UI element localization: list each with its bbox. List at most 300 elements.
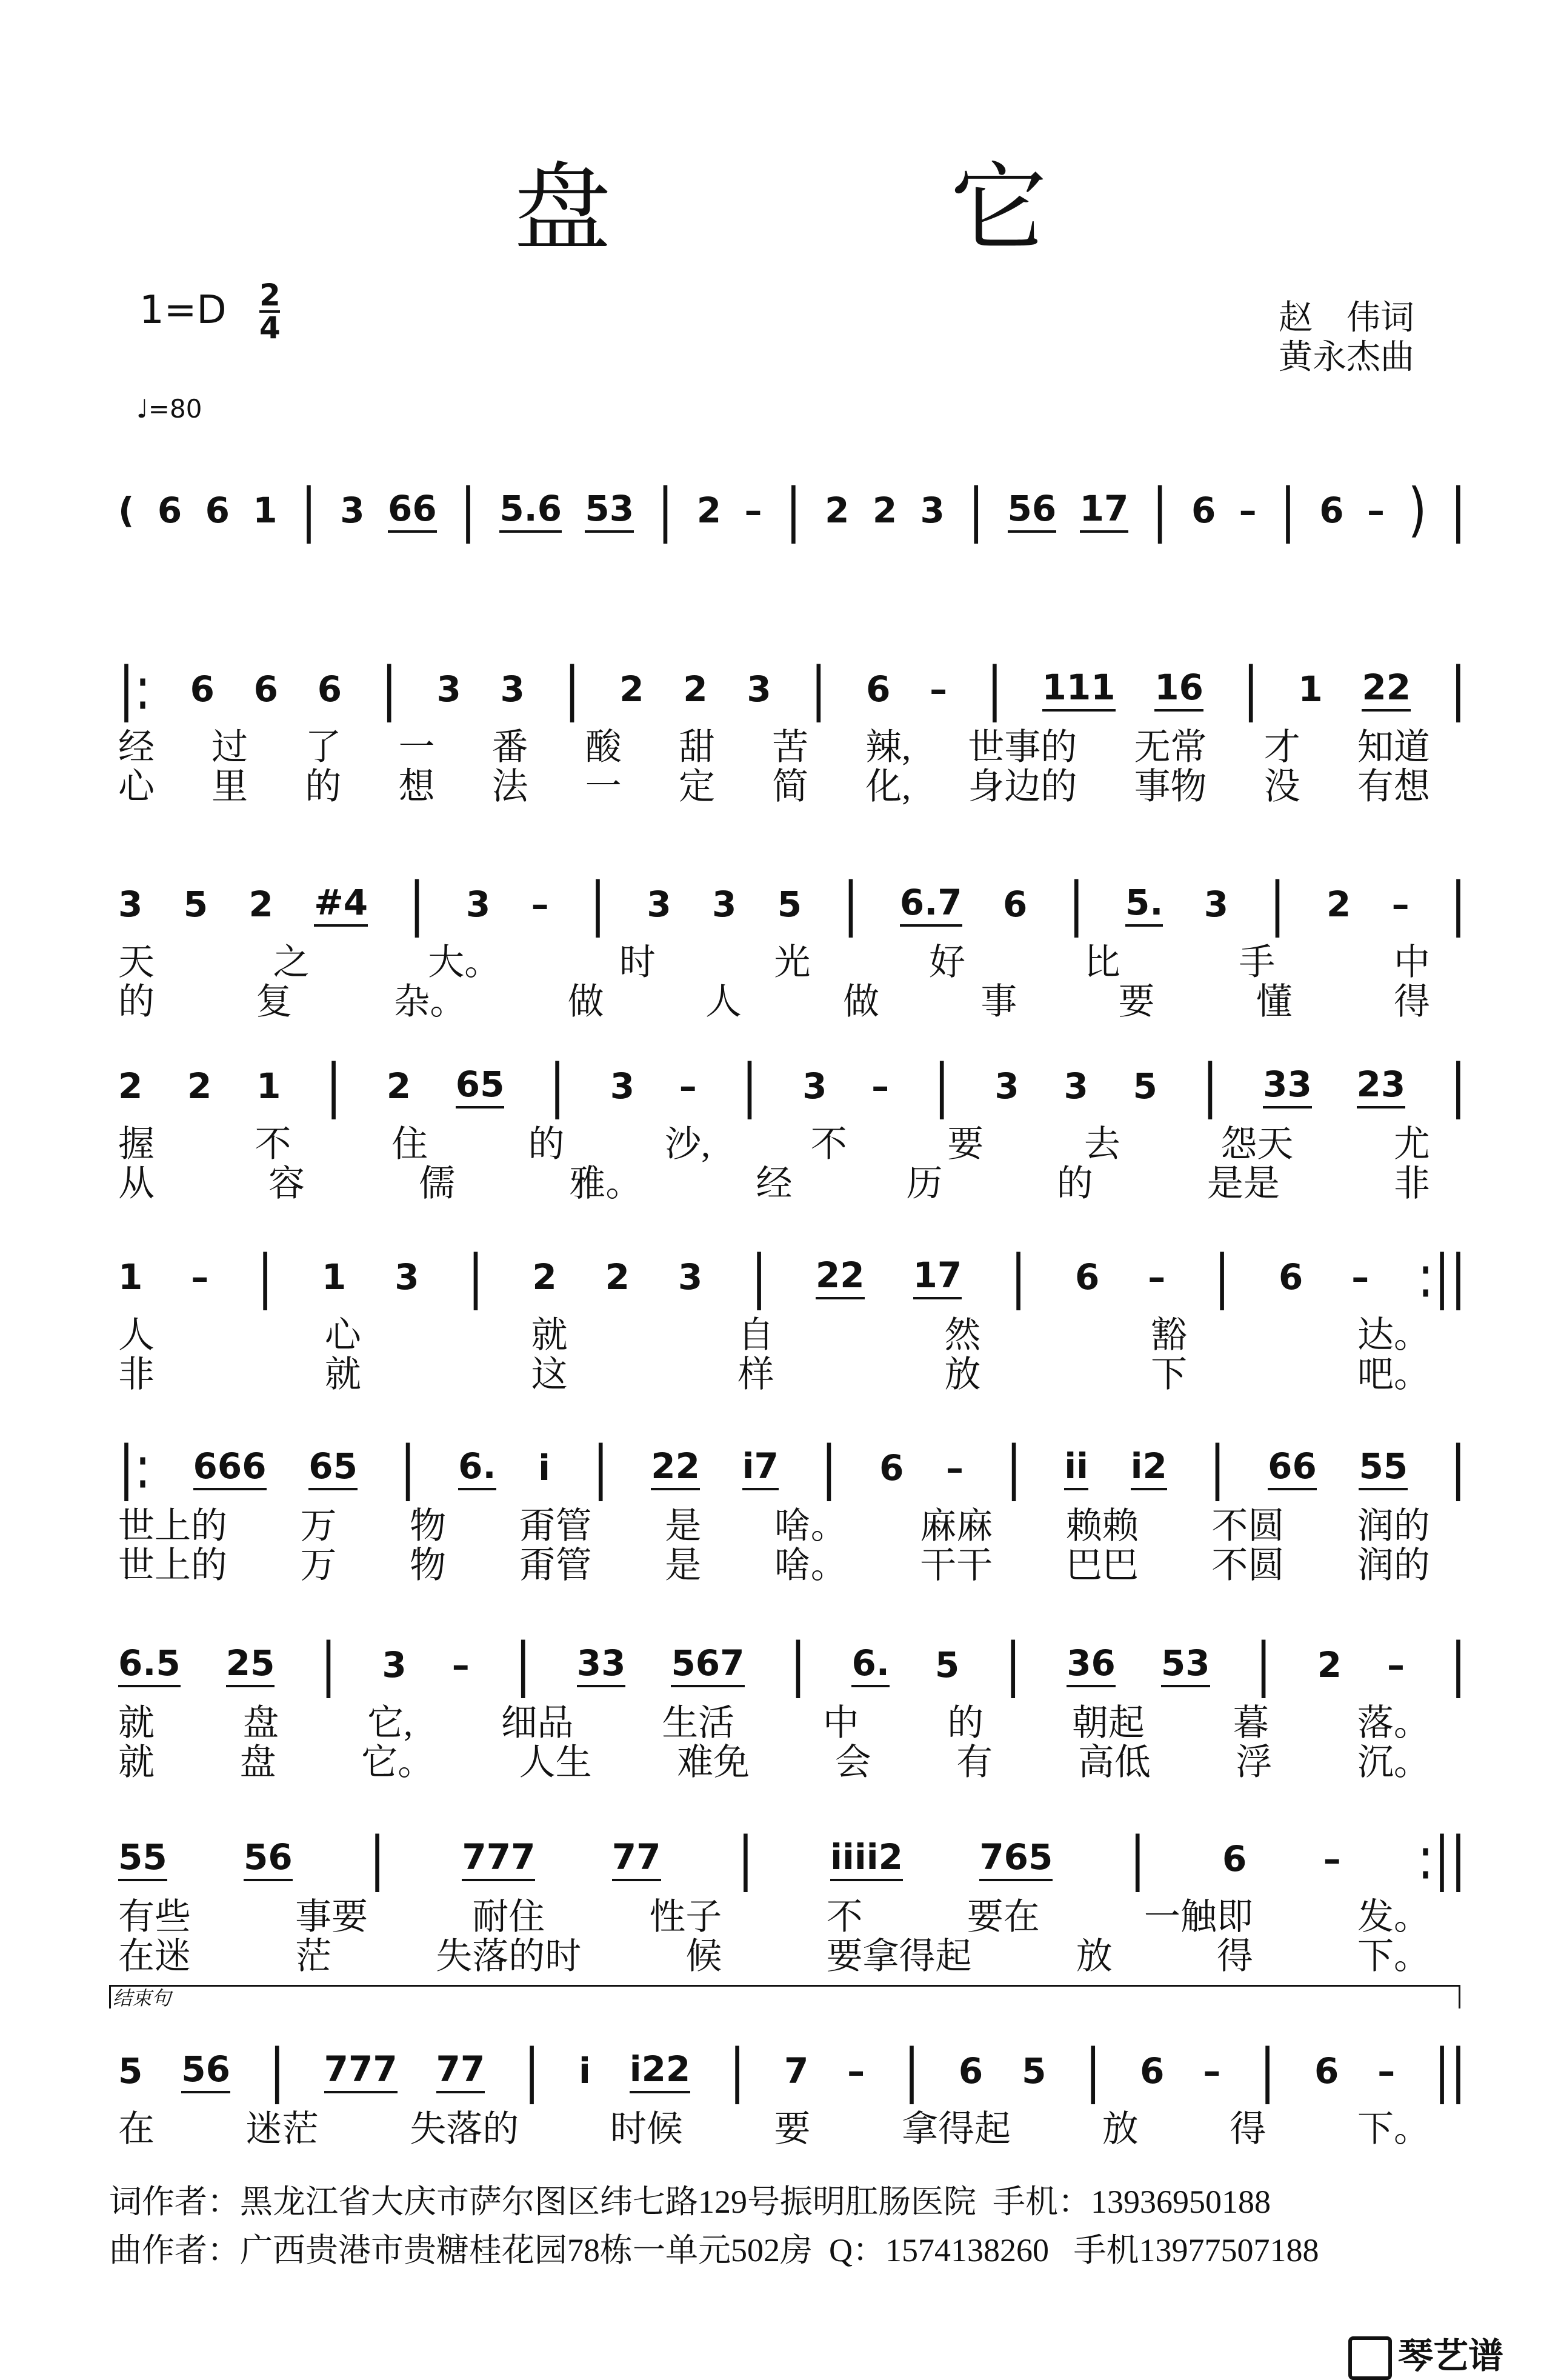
note-group: – <box>946 1447 964 1488</box>
lyric-word: 就 <box>118 1742 155 1782</box>
note-group: 22 <box>1362 667 1411 712</box>
notation-row <box>118 476 1466 544</box>
lyric-word: 麻麻 <box>920 1506 993 1546</box>
lyricist-info: 词作者：黑龙江省大庆市萨尔图区纬七路129号振明肛肠医院 手机：13936950188 <box>109 2184 1271 2220</box>
note-group: 3 <box>436 668 461 710</box>
lyric-word: 候 <box>685 1936 722 1976</box>
lyric-word: 就 <box>118 1703 155 1743</box>
note-group: 6 <box>1002 883 1028 925</box>
note-group: 22 <box>816 1255 865 1299</box>
lyric-word: 事 <box>980 982 1017 1022</box>
barline: | <box>1450 1630 1466 1699</box>
note-group: 65 <box>308 1445 358 1490</box>
note-group: 66 <box>1268 1445 1317 1490</box>
note-group: 25 <box>226 1642 275 1687</box>
barline: | <box>268 2036 285 2105</box>
lyric-word: 时 <box>619 942 656 982</box>
lyric-row <box>118 1345 1430 1398</box>
notation-row <box>118 1824 1466 1893</box>
lyric-row <box>118 2100 1430 2152</box>
barline: | <box>1450 870 1466 938</box>
lyric-word: 要 <box>1118 982 1155 1022</box>
note-group: 5. <box>1125 882 1163 927</box>
ending-bracket <box>109 1985 1460 2008</box>
barline: :|| <box>1417 1824 1466 1893</box>
note-group: – <box>1367 489 1385 531</box>
lyric-word: 万 <box>300 1545 337 1585</box>
lyric-word: 在迷 <box>118 1936 191 1976</box>
lyric-word: 豁 <box>1151 1315 1188 1355</box>
note-group: 53 <box>585 488 634 533</box>
barline: :|| <box>1417 1242 1466 1311</box>
note-group: 3 <box>712 883 737 925</box>
lyric-word: 落。 <box>1357 1703 1430 1743</box>
note-group: 5 <box>183 883 208 925</box>
barline: | <box>408 870 425 938</box>
note-group: 1 <box>321 1256 347 1298</box>
note-group: 2 <box>187 1065 212 1107</box>
note-group: 56 <box>1008 488 1057 533</box>
note-group: – <box>1391 883 1410 925</box>
note-group: 2 <box>696 489 722 531</box>
note-group: 2 <box>605 1256 630 1298</box>
lyric-word: 做 <box>567 982 604 1022</box>
lyric-word: 啥。 <box>774 1545 847 1585</box>
note-group: – <box>1203 2050 1221 2092</box>
lyric-word: 的 <box>1056 1164 1093 1204</box>
barline: | <box>399 1433 416 1502</box>
lyric-word: 经 <box>756 1164 793 1204</box>
time-signature-bottom: 4 <box>259 310 281 345</box>
lyric-word: 浮 <box>1236 1742 1273 1782</box>
lyric-word: 不圆 <box>1211 1545 1285 1585</box>
lyric-word: 有 <box>956 1742 993 1782</box>
note-group: ii <box>1064 1445 1088 1490</box>
barline: | <box>1005 1630 1022 1699</box>
lyric-word: 下。 <box>1357 1936 1430 1976</box>
lyric-word: 杂。 <box>393 982 467 1022</box>
lyric-row <box>118 1155 1430 1207</box>
lyric-word: 经 <box>118 727 155 767</box>
lyric-word: 要 <box>947 1124 984 1164</box>
note-group: 3 <box>1063 1065 1088 1107</box>
lyric-word: 的 <box>305 767 342 807</box>
lyric-word: 光 <box>774 942 811 982</box>
barline: | <box>741 1052 758 1120</box>
note-group: 33 <box>1263 1064 1312 1108</box>
note-group: 3 <box>118 883 143 925</box>
barline: | <box>514 1630 531 1699</box>
time-signature <box>259 280 281 343</box>
lyric-word: 是是 <box>1207 1164 1280 1204</box>
note-group: 2 <box>1326 883 1351 925</box>
note-group: 3 <box>500 668 525 710</box>
barline: | <box>1214 1242 1231 1311</box>
note-group: 3 <box>394 1256 419 1298</box>
note-group: 6 <box>1191 489 1216 531</box>
lyric-word: 就 <box>324 1355 361 1395</box>
lyric-word: 辣, <box>865 727 911 767</box>
barline: |: <box>118 1433 151 1502</box>
lyric-word: 得 <box>1393 982 1430 1022</box>
lyric-word: 迷茫 <box>245 2109 319 2149</box>
lyric-word: 难免 <box>677 1742 750 1782</box>
barline: | <box>1202 1052 1219 1120</box>
lyric-word: 事物 <box>1134 767 1207 807</box>
lyric-word: 的 <box>118 982 155 1022</box>
note-group: 3 <box>802 1065 827 1107</box>
lyric-word: 心 <box>118 767 155 807</box>
lyric-word: 要在 <box>967 1897 1040 1937</box>
lyric-word: 放 <box>944 1355 981 1395</box>
lyric-word: 这 <box>531 1355 568 1395</box>
note-group: 777 <box>462 1836 535 1881</box>
note-group: 6 <box>157 489 182 531</box>
lyric-word: 性子 <box>649 1897 722 1937</box>
note-group: i2 <box>1131 1445 1167 1490</box>
lyricist-credit: 赵 伟词 <box>1279 298 1414 338</box>
lyric-word: 高低 <box>1077 1742 1151 1782</box>
lyric-word: 吧。 <box>1357 1355 1430 1395</box>
note-group: – <box>191 1256 209 1298</box>
note-group: 777 <box>324 2048 398 2093</box>
note-group: 1 <box>256 1065 281 1107</box>
ending-label: 结束句 <box>113 1987 171 2009</box>
note-group: 6. <box>458 1445 496 1490</box>
lyric-word: 失落的 <box>410 2109 519 2149</box>
note-group: 3 <box>610 1065 635 1107</box>
lyric-word: 想 <box>398 767 435 807</box>
lyric-word: 历 <box>906 1164 943 1204</box>
note-group: 77 <box>436 2048 485 2093</box>
lyric-word: 沉。 <box>1357 1742 1430 1782</box>
note-group: 6.7 <box>900 882 962 927</box>
barline: || <box>1434 2036 1466 2105</box>
notation-row <box>118 1433 1466 1502</box>
note-group: 6 <box>253 668 279 710</box>
barline: | <box>933 1052 950 1120</box>
barline: | <box>1450 655 1466 723</box>
lyric-word: 盘 <box>239 1742 276 1782</box>
barline: | <box>467 1242 484 1311</box>
lyric-word: 会 <box>834 1742 871 1782</box>
note-group: 3 <box>920 489 945 531</box>
lyric-word: 甜 <box>678 727 715 767</box>
barline: | <box>1129 1824 1146 1893</box>
lyric-word: 茫 <box>295 1936 332 1976</box>
lyric-word: 比 <box>1083 942 1120 982</box>
barline: | <box>820 1433 837 1502</box>
barline: | <box>1259 2036 1276 2105</box>
lyric-word: 非 <box>118 1355 155 1395</box>
lyric-word: 儒 <box>419 1164 456 1204</box>
barline: | <box>369 1824 386 1893</box>
lyric-word: 之 <box>273 942 310 982</box>
lyric-word: 人 <box>705 982 742 1022</box>
barline: | <box>810 655 827 723</box>
lyric-word: 过 <box>211 727 248 767</box>
lyric-word: 住 <box>391 1124 428 1164</box>
note-group: 3 <box>340 489 365 531</box>
lyric-word: 才 <box>1263 727 1300 767</box>
composer-info: 曲作者：广西贵港市贵糖桂花园78栋一单元502房 Q：1574138260 手机13977507188 <box>109 2232 1319 2268</box>
lyric-word: 懂 <box>1256 982 1293 1022</box>
note-group: 2 <box>872 489 897 531</box>
barline: |: <box>118 655 151 723</box>
note-group: – <box>1239 489 1257 531</box>
barline: | <box>968 476 985 544</box>
note-group: i <box>538 1447 551 1488</box>
lyric-word: 润的 <box>1357 1506 1430 1546</box>
note-group: 5 <box>1133 1065 1157 1107</box>
barline: | <box>751 1242 768 1311</box>
note-group: 2 <box>1317 1644 1342 1685</box>
notation-row <box>118 1630 1466 1699</box>
lyric-word: 没 <box>1263 767 1300 807</box>
note-group: 666 <box>193 1445 267 1490</box>
lyric-word: 握 <box>118 1124 155 1164</box>
lyric-word: 中 <box>822 1703 859 1743</box>
lyric-word: 失落的时 <box>436 1936 582 1976</box>
lyric-word: 的 <box>947 1703 984 1743</box>
lyric-word: 世事的 <box>968 727 1077 767</box>
lyric-row <box>118 973 1430 1025</box>
note-group: 65 <box>456 1064 505 1108</box>
page-title: 盘 它 <box>513 155 1205 263</box>
note-group: i <box>578 2050 591 2092</box>
note-group: 77 <box>612 1836 661 1881</box>
barline: | <box>1242 655 1259 723</box>
note-group: – <box>1377 2050 1396 2092</box>
lyric-word: 万 <box>300 1506 337 1546</box>
lyric-word: 了 <box>305 727 342 767</box>
lyric-word: 人 <box>118 1315 155 1355</box>
lyric-word: 酸 <box>585 727 622 767</box>
note-group: – <box>930 668 948 710</box>
note-group: 23 <box>1357 1064 1406 1108</box>
logo-icon <box>1348 2336 1392 2380</box>
note-group: 567 <box>671 1642 744 1687</box>
note-group: 16 <box>1154 667 1203 712</box>
lyric-word: 苦 <box>772 727 809 767</box>
note-group: 6 <box>1278 1256 1303 1298</box>
lyric-word: 不圆 <box>1211 1506 1285 1546</box>
note-group: 3 <box>382 1644 407 1685</box>
lyric-word: 一 <box>585 767 622 807</box>
barline: | <box>1269 870 1286 938</box>
note-group: – <box>871 1065 890 1107</box>
lyric-word: 自 <box>737 1315 774 1355</box>
lyric-word: 无常 <box>1134 727 1207 767</box>
note-group: 6 <box>1074 1256 1100 1298</box>
lyric-word: 生活 <box>662 1703 735 1743</box>
note-group: 1 <box>118 1256 143 1298</box>
barline: | <box>1151 476 1168 544</box>
time-signature-top: 2 <box>259 278 281 313</box>
lyric-word: 定 <box>678 767 715 807</box>
note-group: ( <box>118 489 135 531</box>
lyric-word: 达。 <box>1357 1315 1430 1355</box>
barline: | <box>1450 1433 1466 1502</box>
lyric-word: 朝起 <box>1071 1703 1145 1743</box>
lyric-word: 暮 <box>1233 1703 1270 1743</box>
note-group: 7 <box>784 2050 809 2092</box>
lyric-word: 润的 <box>1357 1545 1430 1585</box>
lyric-word: 物 <box>410 1545 447 1585</box>
lyric-word: 发。 <box>1357 1897 1430 1937</box>
lyric-word: 物 <box>410 1506 447 1546</box>
barline: | <box>524 2036 541 2105</box>
note-group: 5.6 <box>499 488 562 533</box>
note-group: 5 <box>777 883 802 925</box>
lyric-word: 世上的 <box>118 1545 227 1585</box>
barline: ) <box>1408 476 1427 544</box>
notation-row <box>118 870 1466 938</box>
barline: | <box>1085 2036 1102 2105</box>
lyric-word: 人生 <box>519 1742 592 1782</box>
barline: | <box>904 2036 920 2105</box>
lyric-word: 一触即 <box>1143 1897 1253 1937</box>
lyric-word: 怨天 <box>1220 1124 1294 1164</box>
lyric-word: 不 <box>810 1124 847 1164</box>
note-group: 6 <box>205 489 230 531</box>
note-group: 2 <box>248 883 273 925</box>
lyric-word: 在 <box>118 2109 155 2149</box>
note-group: – <box>1351 1256 1370 1298</box>
lyric-word: 大。 <box>428 942 501 982</box>
lyric-word: 的 <box>528 1124 565 1164</box>
lyric-word: 有想 <box>1357 767 1430 807</box>
note-group: 2 <box>683 668 708 710</box>
note-group: 5 <box>934 1644 960 1685</box>
note-group: 6 <box>190 668 215 710</box>
note-group: 6 <box>1140 2050 1165 2092</box>
barline: | <box>842 870 859 938</box>
note-group: 6 <box>1222 1838 1247 1879</box>
note-group: 6 <box>1319 489 1344 531</box>
barline: | <box>564 655 581 723</box>
note-group: – <box>744 489 762 531</box>
note-group: – <box>679 1065 697 1107</box>
barline: | <box>737 1824 754 1893</box>
lyric-word: 不 <box>826 1897 863 1937</box>
note-group: 2 <box>532 1256 557 1298</box>
note-group: – <box>531 883 549 925</box>
lyric-word: 雅。 <box>569 1164 642 1204</box>
lyric-word: 巴巴 <box>1065 1545 1139 1585</box>
note-group: 6 <box>1314 2050 1339 2092</box>
note-group: 765 <box>979 1836 1053 1881</box>
lyric-word: 盘 <box>242 1703 279 1743</box>
note-group: 6 <box>317 668 342 710</box>
barline: | <box>1255 1630 1272 1699</box>
note-group: 6. <box>851 1642 889 1687</box>
lyric-word: 得 <box>1216 1936 1253 1976</box>
lyric-word: 下。 <box>1357 2109 1430 2149</box>
barline: | <box>320 1630 337 1699</box>
composer-credit: 黄永杰曲 <box>1279 338 1414 377</box>
note-group: 3 <box>647 883 671 925</box>
barline: | <box>986 655 1003 723</box>
barline: | <box>300 476 317 544</box>
barline: | <box>1450 1052 1466 1120</box>
note-group: 36 <box>1067 1642 1116 1687</box>
note-group: 33 <box>577 1642 626 1687</box>
note-group: 56 <box>244 1836 293 1881</box>
watermark-logo <box>1348 2327 1503 2380</box>
notation-row <box>118 1242 1466 1311</box>
lyric-word: 化, <box>865 767 911 807</box>
lyric-word: 心 <box>324 1315 361 1355</box>
lyric-word: 天 <box>118 942 155 982</box>
lyric-word: 赖赖 <box>1065 1506 1139 1546</box>
lyric-word: 放 <box>1102 2109 1139 2149</box>
lyric-word: 是 <box>665 1545 702 1585</box>
lyric-word: 干干 <box>920 1545 993 1585</box>
barline: | <box>381 655 398 723</box>
note-group: 6.5 <box>118 1642 181 1687</box>
note-group: 2 <box>386 1065 411 1107</box>
tempo-marking: ♩=80 <box>136 394 202 424</box>
lyric-word: 时候 <box>610 2109 683 2149</box>
note-group: 3 <box>677 1256 703 1298</box>
note-group: 2 <box>118 1065 143 1107</box>
note-group: 5 <box>1022 2050 1047 2092</box>
lyric-word: 手 <box>1239 942 1276 982</box>
note-group: 1 <box>1298 668 1323 710</box>
lyric-word: 尤 <box>1393 1124 1430 1164</box>
lyric-word: 容 <box>268 1164 305 1204</box>
note-group: 17 <box>913 1255 962 1299</box>
lyric-row <box>118 1536 1430 1588</box>
note-group: 17 <box>1080 488 1129 533</box>
note-group: i22 <box>630 2048 691 2093</box>
note-group: #4 <box>314 882 368 927</box>
watermark-text: 琴艺谱 <box>1398 2335 1504 2376</box>
lyric-word: 复 <box>256 982 293 1022</box>
lyric-row <box>118 1733 1430 1785</box>
lyric-word: 耐住 <box>472 1897 545 1937</box>
lyric-word: 法 <box>491 767 528 807</box>
lyric-word: 不 <box>255 1124 291 1164</box>
lyric-word: 非 <box>1394 1164 1430 1204</box>
lyric-word: 要 <box>774 2109 811 2149</box>
note-group: 6 <box>866 668 891 710</box>
note-group: iiii2 <box>830 1836 903 1881</box>
lyric-word: 甭管 <box>519 1506 592 1546</box>
lyric-word: 做 <box>843 982 880 1022</box>
note-group: – <box>847 2050 865 2092</box>
barline: | <box>549 1052 566 1120</box>
note-group: 56 <box>181 2048 230 2093</box>
barline: | <box>1068 870 1085 938</box>
note-group: – <box>451 1644 470 1685</box>
lyric-word: 身边的 <box>968 767 1077 807</box>
note-group: 55 <box>118 1836 167 1881</box>
note-group: 2 <box>825 489 850 531</box>
barline: | <box>729 2036 746 2105</box>
lyric-word: 去 <box>1083 1124 1120 1164</box>
note-group: 1 <box>253 489 278 531</box>
barline: | <box>325 1052 342 1120</box>
barline: | <box>785 476 802 544</box>
lyric-word: 样 <box>737 1355 774 1395</box>
lyric-word: 中 <box>1394 942 1430 982</box>
lyric-word: 世上的 <box>118 1506 227 1546</box>
note-group: 6 <box>879 1447 904 1488</box>
lyric-row <box>118 758 1430 810</box>
barline: | <box>1450 476 1466 544</box>
